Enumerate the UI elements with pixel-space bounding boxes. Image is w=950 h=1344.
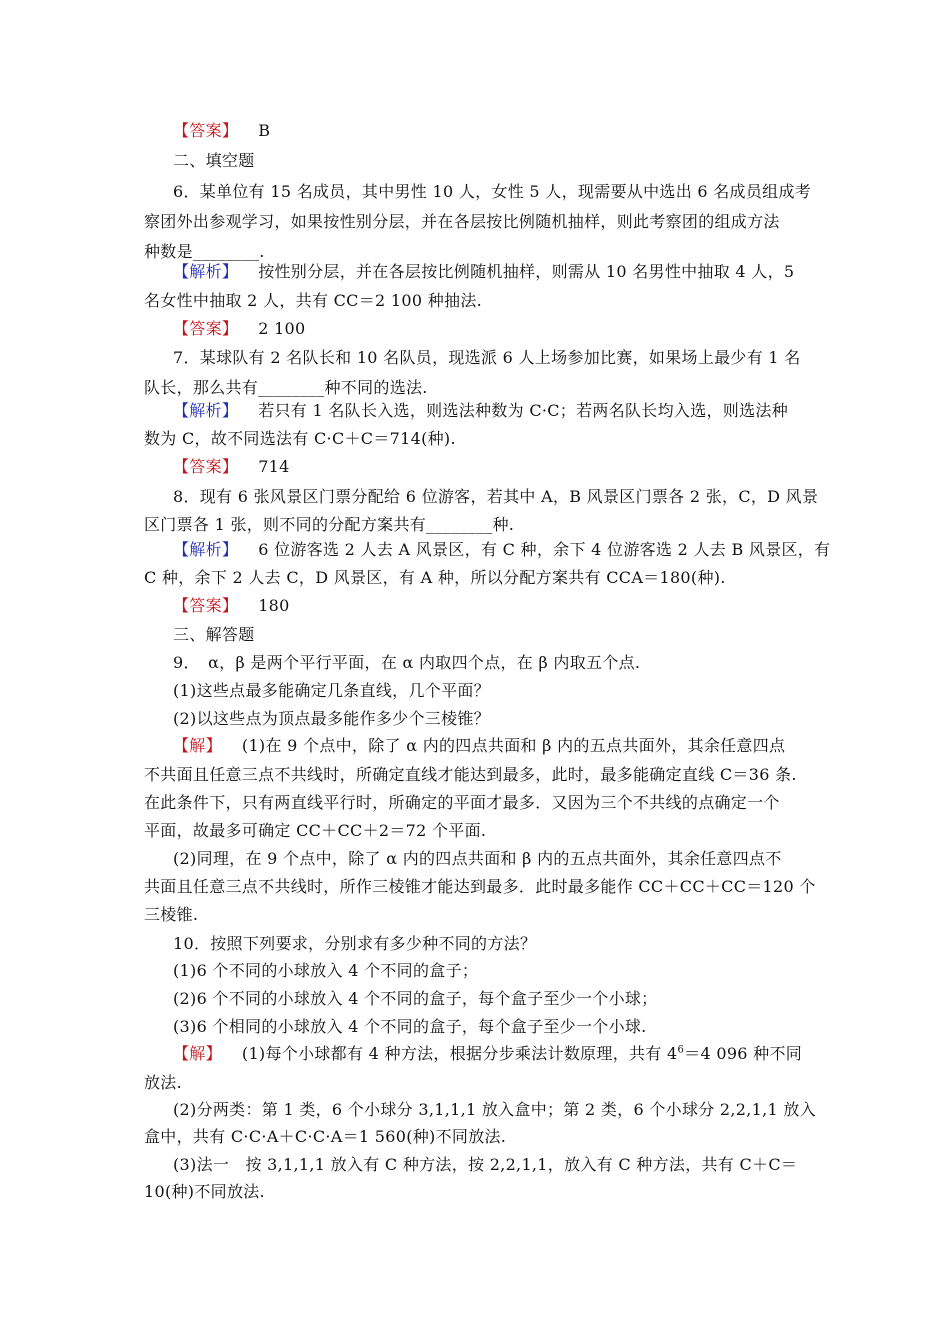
analysis-tag: 【解析】: [173, 401, 239, 420]
question-9-part: (1)这些点最多能确定几条直线，几个平面？: [173, 681, 490, 700]
answer-tag: 【答案】: [173, 121, 239, 140]
solution-text: 平面，故最多可确定 CC＋CC＋2＝72 个平面.: [144, 821, 487, 840]
analysis-tag: 【解析】: [173, 262, 239, 281]
solution-line: [173, 735, 785, 757]
analysis-line: [173, 400, 788, 422]
answer-text: 714: [258, 457, 290, 476]
question-7-text: 队长，那么共有________种不同的选法.: [144, 378, 428, 397]
question-6-text: 种数是________.: [144, 242, 265, 261]
solution-text: 三棱锥.: [144, 905, 199, 924]
answer-line: [173, 456, 290, 478]
solution-text: (1)每个小球都有 4 种方法，根据分步乘法计数原理，共有 4: [241, 1044, 678, 1063]
solution-text: (2)同理，在 9 个点中，除了 α 内的四点共面和 β 内的五点共面外，其余任意四点不: [173, 849, 782, 868]
answer-text: B: [258, 121, 271, 140]
solution-tag: 【解】: [173, 736, 222, 755]
solution-text: 放法.: [144, 1073, 182, 1092]
analysis-text: 按性别分层，并在各层按比例随机抽样，则需从 10 名男性中抽取 4 人，5: [258, 262, 795, 281]
analysis-text: 数为 C，故不同选法有 C·C＋C＝714(种).: [144, 429, 456, 448]
analysis-text: C 种，余下 2 人去 C，D 风景区，有 A 种，所以分配方案共有 CCA＝180(种).: [144, 568, 726, 587]
question-9-part: (2)以这些点为顶点最多能作多少个三棱锥？: [173, 709, 490, 728]
question-10-part: (1)6 个不同的小球放入 4 个不同的盒子；: [173, 961, 479, 980]
section-heading: 二、填空题: [173, 151, 255, 170]
answer-text: 2 100: [258, 319, 306, 338]
analysis-line: [173, 261, 794, 283]
analysis-text: 名女性中抽取 2 人，共有 CC＝2 100 种抽法.: [144, 291, 482, 310]
answer-line: [173, 595, 290, 617]
analysis-text: 若只有 1 名队长入选，则选法种数为 C·C；若两名队长均入选，则选法种: [258, 401, 789, 420]
answer-tag: 【答案】: [173, 457, 239, 476]
solution-text: 10(种)不同放法.: [144, 1182, 265, 1201]
answer-tag: 【答案】: [173, 596, 239, 615]
solution-text: 共面且任意三点不共线时，所作三棱锥才能达到最多．此时最多能作 CC＋CC＋CC＝120 个: [144, 877, 816, 896]
question-8-text: 区门票各 1 张，则不同的分配方案共有________种.: [144, 515, 515, 534]
question-10-text: 10．按照下列要求，分别求有多少种不同的方法？: [173, 934, 537, 953]
answer-line: [173, 318, 306, 340]
analysis-tag: 【解析】: [173, 540, 239, 559]
solution-text: (1)在 9 个点中，除了 α 内的四点共面和 β 内的五点共面外，其余任意四点: [241, 736, 786, 755]
solution-text: (2)分两类：第 1 类，6 个小球分 3,1,1,1 放入盒中；第 2 类，6 个小球分 2,2,1,1 放入: [173, 1100, 816, 1119]
solution-text: 在此条件下，只有两直线平行时，所确定的平面才最多．又因为三个不共线的点确定一个: [144, 793, 780, 812]
exponent: 6: [677, 1044, 685, 1056]
answer-text: 180: [258, 596, 290, 615]
question-8-text: 8．现有 6 张风景区门票分配给 6 位游客，若其中 A，B 风景区门票各 2 张，C，D 风景: [173, 487, 819, 506]
solution-text: 盒中，共有 C·C·A＋C·C·A＝1 560(种)不同放法.: [144, 1127, 507, 1146]
solution-text: 不共面且任意三点不共线时，所确定直线才能达到最多，此时，最多能确定直线 C＝36 条.: [144, 765, 797, 784]
section-heading: 三、解答题: [173, 625, 255, 644]
question-10-part: (2)6 个不同的小球放入 4 个不同的盒子，每个盒子至少一个小球；: [173, 989, 658, 1008]
solution-text: ＝4 096 种不同: [684, 1044, 803, 1063]
question-6-text: 察团外出参观学习，如果按性别分层，并在各层按比例随机抽样，则此考察团的组成方法: [144, 212, 780, 231]
analysis-text: 6 位游客选 2 人去 A 风景区，有 C 种，余下 4 位游客选 2 人去 B 风景区，有: [258, 540, 831, 559]
analysis-line: [173, 539, 830, 561]
solution-tag: 【解】: [173, 1044, 222, 1063]
question-9-text: 9． α，β 是两个平行平面，在 α 内取四个点，在 β 内取五个点.: [173, 653, 641, 672]
answer-tag: 【答案】: [173, 319, 239, 338]
question-6-text: 6．某单位有 15 名成员，其中男性 10 人，女性 5 人，现需要从中选出 6 名成员组成考: [173, 182, 812, 201]
solution-text: (3)法一 按 3,1,1,1 放入有 C 种方法，按 2,2,1,1，放入有 C 种方法，共有 C＋C＝: [173, 1155, 798, 1174]
answer-line: [173, 120, 270, 142]
question-10-part: (3)6 个相同的小球放入 4 个不同的盒子，每个盒子至少一个小球.: [173, 1017, 647, 1036]
question-7-text: 7．某球队有 2 名队长和 10 名队员，现选派 6 人上场参加比赛，如果场上最少有 1 名: [173, 348, 801, 367]
solution-line: [173, 1043, 802, 1065]
